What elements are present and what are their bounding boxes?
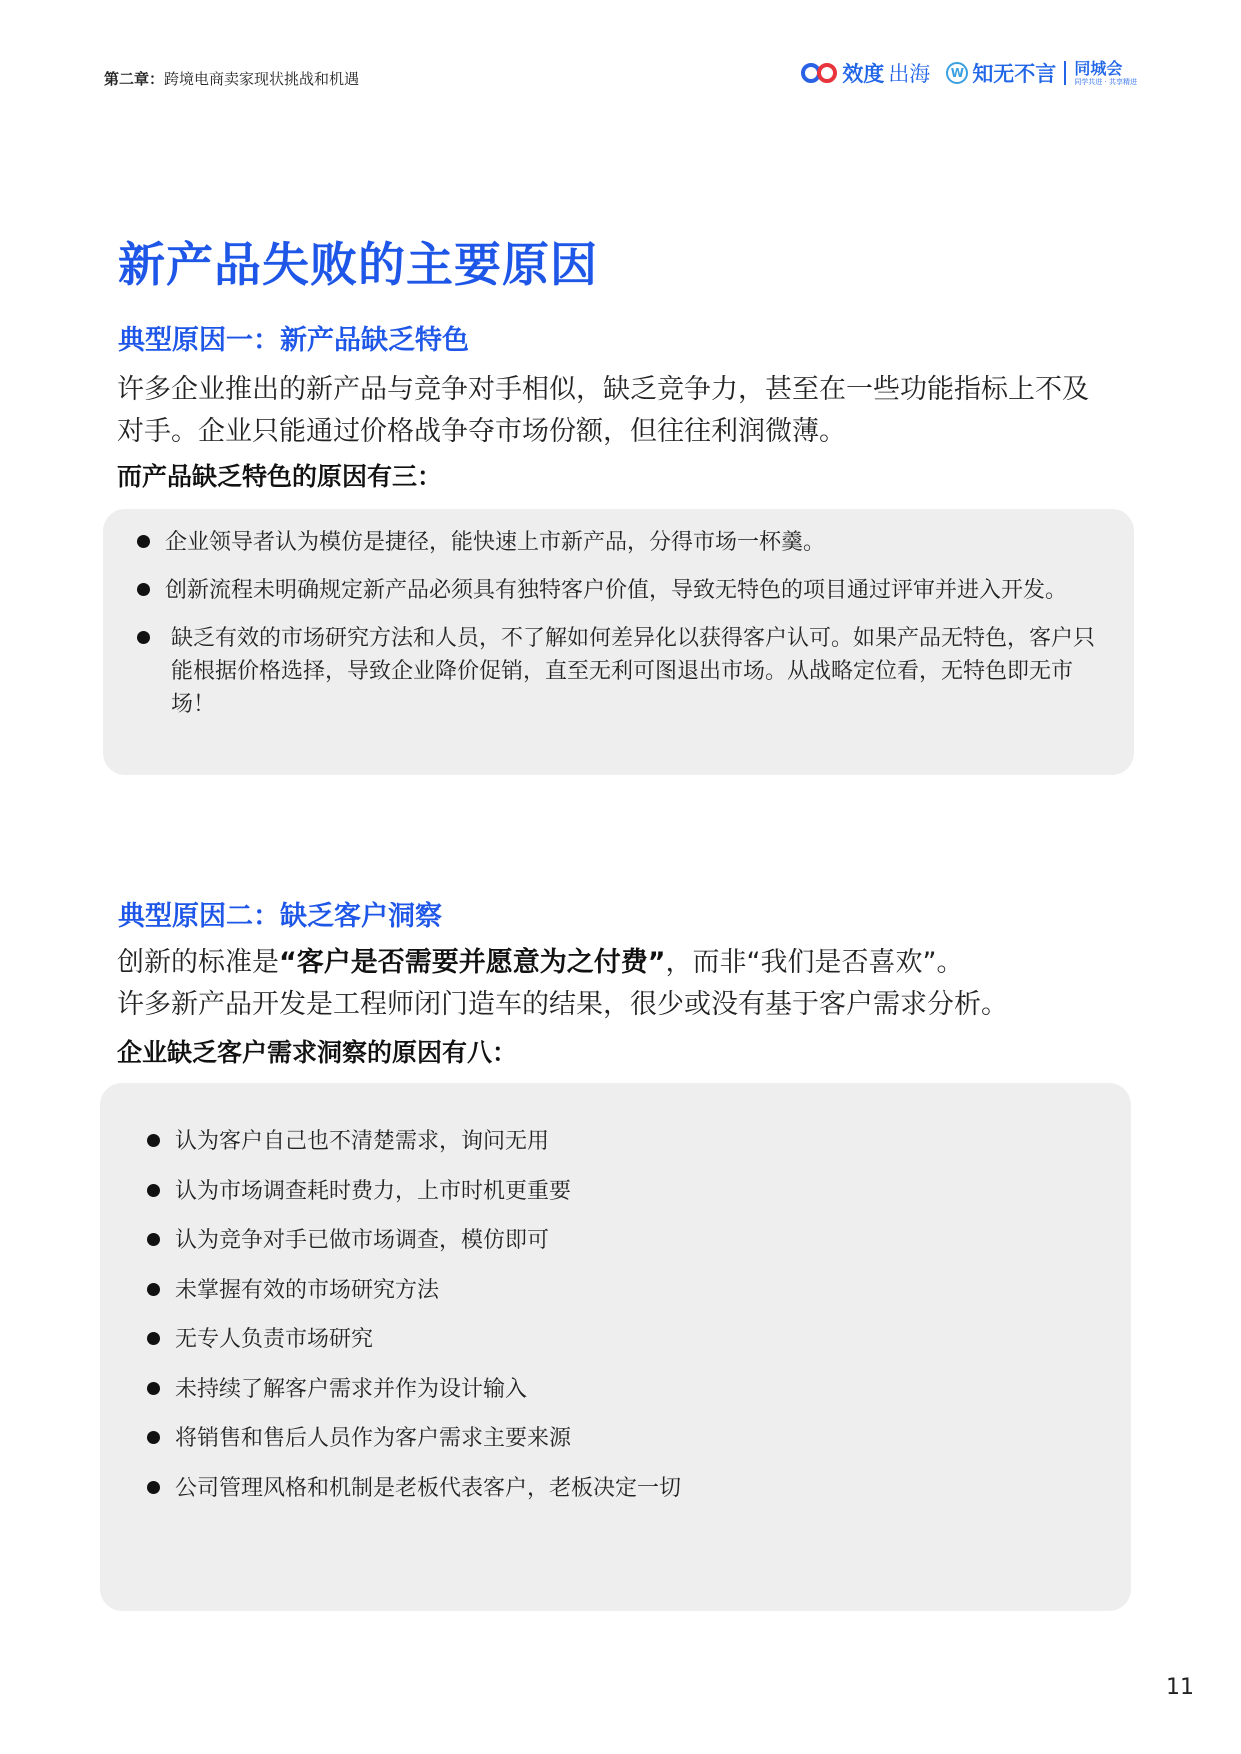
section2-paragraph [117, 942, 1008, 1026]
chapter-label: 第二章： [104, 70, 165, 88]
section2-para-prefix: 创新的标准是 [117, 947, 279, 978]
list-item: 未持续了解客户需求并作为设计输入 [175, 1373, 1095, 1407]
section2-heading: 典型原因二：缺乏客户洞察 [118, 901, 442, 932]
list-item: 将销售和售后人员作为客户需求主要来源 [175, 1422, 1095, 1456]
brand3-text: 同城会 [1074, 58, 1123, 78]
section1-para-line2: 对手。企业只能通过价格战争夺市场份额，但往往利润微薄。 [117, 416, 846, 447]
section1-heading: 典型原因一：新产品缺乏特色 [118, 325, 469, 356]
list-item: 认为市场调查耗时费力，上市时机更重要 [175, 1175, 1095, 1209]
chapter-title: 跨境电商卖家现状挑战和机遇 [164, 70, 360, 88]
brand2-text: 知无不言 [972, 62, 1057, 86]
section2-para-emphasis: “客户是否需要并愿意为之付费” [279, 947, 666, 978]
section1-bullet-list [165, 526, 1100, 721]
section2-para-line1 [117, 942, 1008, 984]
section2-para-suffix: ，而非“我们是否喜欢”。 [665, 947, 964, 978]
logo-bar [800, 58, 1137, 88]
zhiwubuyan-logo [946, 58, 1137, 88]
section2-bullet-list [175, 1125, 1095, 1506]
section2-reasons-box [100, 1083, 1131, 1611]
section1-reasons-box [103, 509, 1134, 775]
list-item: 无专人负责市场研究 [175, 1323, 1095, 1357]
brand3-tagline: 同学共进 · 共享精进 [1074, 77, 1137, 86]
list-item: 认为客户自己也不清楚需求，询问无用 [175, 1125, 1095, 1159]
list-item: 缺乏有效的市场研究方法和人员，不了解如何差异化以获得客户认可。如果产品无特色，客户只能根据价格选择，导致企业降价促销，直至无利可图退出市场。从战略定位看，无特色即无市场！ [165, 622, 1100, 721]
list-item: 创新流程未明确规定新产品必须具有独特客户价值，导致无特色的项目通过评审并进入开发。 [165, 574, 1100, 608]
list-item: 公司管理风格和机制是老板代表客户，老板决定一切 [175, 1472, 1095, 1506]
brand1-bold: 效度 [842, 62, 885, 86]
logo-divider [1064, 61, 1066, 85]
list-item: 认为竞争对手已做市场调查，模仿即可 [175, 1224, 1095, 1258]
brand1-thin: 出海 [888, 62, 931, 86]
page-title: 新产品失败的主要原因 [118, 238, 598, 293]
section1-lead: 而产品缺乏特色的原因有三： [117, 462, 443, 491]
running-header [104, 68, 359, 89]
section2-para-line2: 许多新产品开发是工程师闭门造车的结果，很少或没有基于客户需求分析。 [117, 989, 1008, 1020]
page-number: 11 [1166, 1675, 1194, 1700]
section1-para-line1: 许多企业推出的新产品与竞争对手相似，缺乏竞争力，甚至在一些功能指标上不及 [117, 374, 1089, 405]
section1-paragraph [117, 369, 1089, 453]
w-circle-icon: W [946, 62, 968, 84]
infinity-logo-icon [800, 62, 838, 84]
list-item: 未掌握有效的市场研究方法 [175, 1274, 1095, 1308]
xiaodu-logo [800, 58, 930, 88]
tongchenghui-logo [1074, 58, 1137, 86]
list-item: 企业领导者认为模仿是捷径，能快速上市新产品，分得市场一杯羹。 [165, 526, 1100, 560]
section2-lead: 企业缺乏客户需求洞察的原因有八： [117, 1038, 518, 1067]
